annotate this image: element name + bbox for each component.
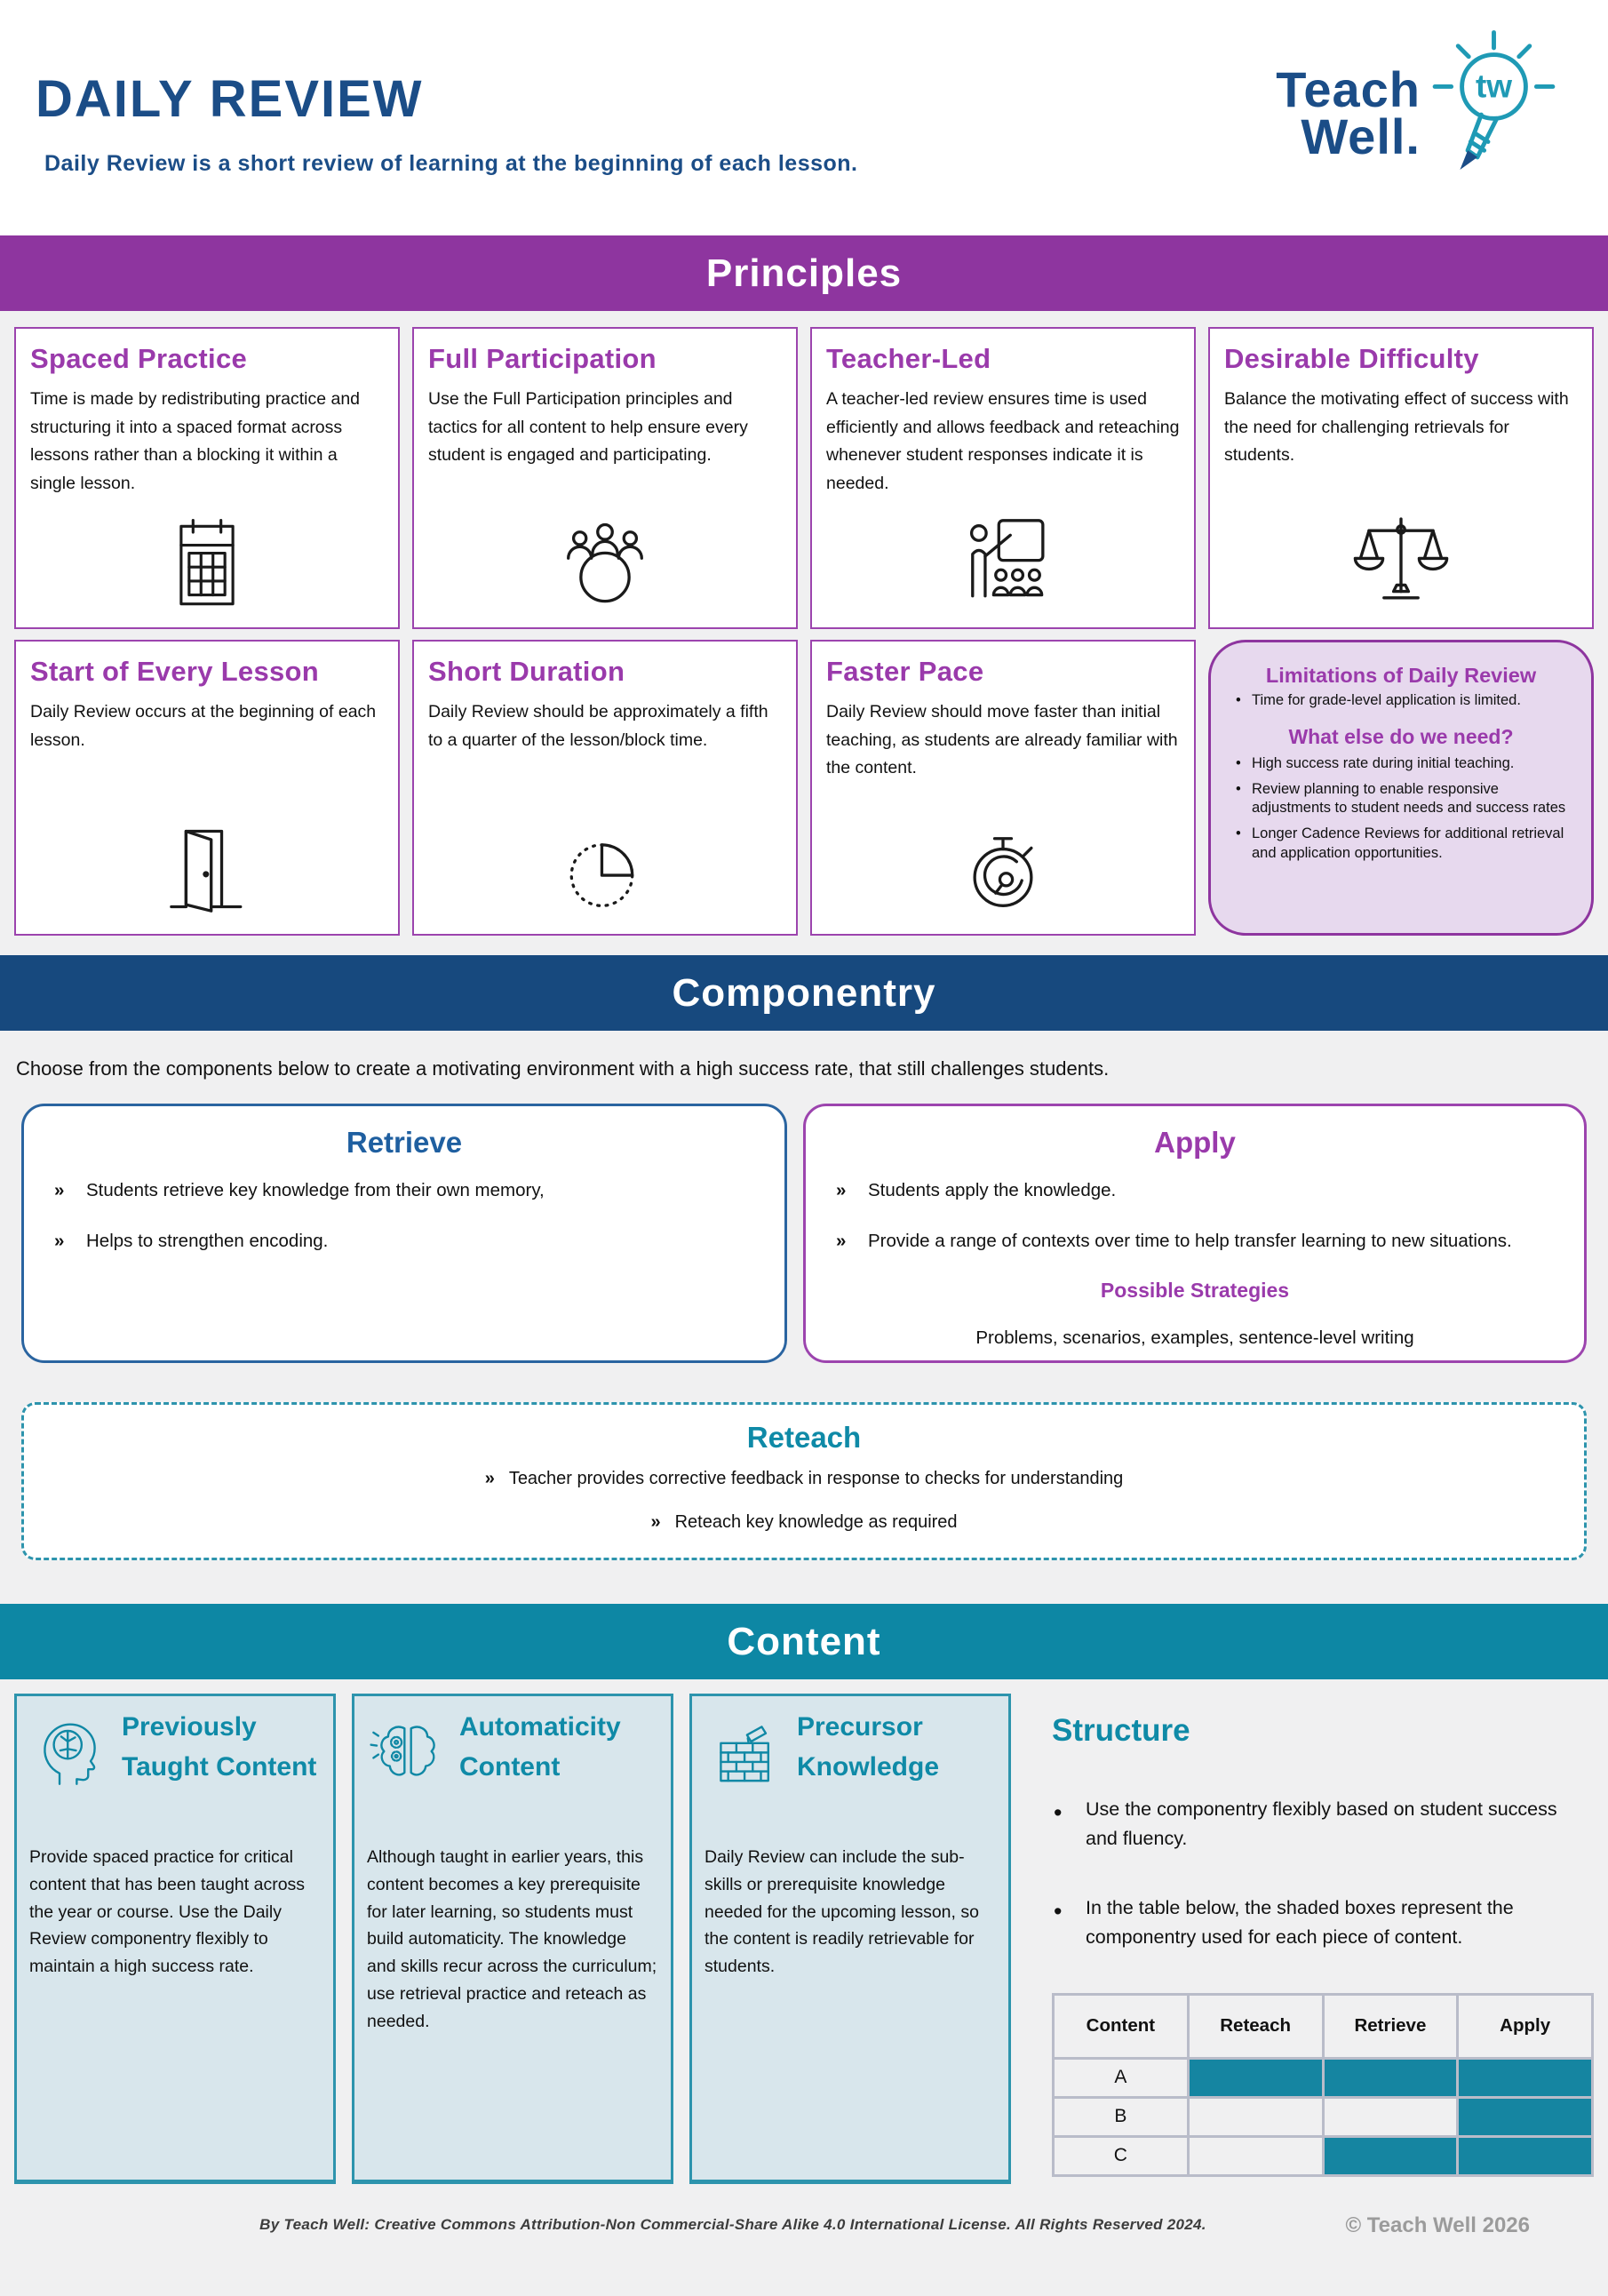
- apply-box: [803, 1104, 1587, 1363]
- principle-card-faster-pace: [810, 640, 1196, 936]
- reteach-item: » Reteach key knowledge as required: [24, 1512, 1584, 1533]
- card-title: Automaticity Content: [459, 1712, 621, 1782]
- table-row: [1054, 2136, 1593, 2175]
- limitations-subtitle: What else do we need?: [1288, 724, 1514, 748]
- limitation-item: • High success rate during initial teaching.: [1230, 754, 1572, 774]
- principles-banner: Principles: [0, 235, 1608, 311]
- card-body: Daily Review should move faster than initial teaching, as students are already familiar with the content.: [826, 702, 1178, 778]
- balance-scales-icon: [1348, 508, 1454, 615]
- card-body: A teacher-led review ensures time is used efficiently and allows feedback and reteaching whenever student responses indicate it is needed.: [826, 389, 1180, 493]
- limitations-list: [1230, 754, 1572, 864]
- structure-item: • Use the componentry flexibly based on student success and fluency.: [1052, 1795, 1594, 1853]
- card-title: Start of Every Lesson: [30, 656, 320, 687]
- group-table-icon: [553, 510, 657, 615]
- page-subtitle: Daily Review is a short review of learning at the beginning of each lesson.: [44, 151, 858, 176]
- retrieve-item: » Helps to strengthen encoding.: [49, 1228, 760, 1256]
- logo-line2: Well.: [1301, 108, 1421, 165]
- table-cell: [1458, 2097, 1593, 2136]
- logo-line1: Teach: [1276, 61, 1421, 117]
- limitations-box: [1208, 640, 1594, 936]
- pie-quarter-icon: [553, 817, 657, 921]
- structure-section: [1027, 1694, 1594, 2177]
- stopwatch-icon: [951, 817, 1055, 921]
- card-body: Balance the motivating effect of success with the need for challenging retrievals for students.: [1224, 389, 1569, 466]
- apply-title: Apply: [1154, 1126, 1236, 1159]
- table-header: Content: [1054, 1994, 1189, 2058]
- retrieve-box: [21, 1104, 787, 1363]
- componentry-banner: Componentry: [0, 955, 1608, 1031]
- card-title: Teacher-Led: [826, 343, 991, 374]
- copyright-text: © Teach Well 2026: [1345, 2213, 1530, 2237]
- card-body: Provide spaced practice for critical content that has been taught across the year or course. Use the Daily Review componentry flexibly to maintain a high success rate.: [29, 1847, 306, 1977]
- possible-strategies-text: Problems, scenarios, examples, sentence-level writing: [975, 1327, 1414, 1348]
- content-banner: Content: [0, 1604, 1608, 1679]
- table-header: Reteach: [1188, 1994, 1323, 2058]
- limitations-title: Limitations of Daily Review: [1265, 664, 1537, 687]
- card-title: Spaced Practice: [30, 343, 248, 374]
- table-cell: [1323, 2136, 1458, 2175]
- apply-item: » Students apply the knowledge.: [831, 1177, 1559, 1205]
- card-body: Use the Full Participation principles and tactics for all content to help ensure every student is engaged and participating.: [428, 389, 748, 466]
- card-title: Precursor Knowledge: [797, 1712, 940, 1782]
- card-title: Faster Pace: [826, 656, 984, 687]
- componentry-boxes: [0, 1104, 1608, 1363]
- table-header-row: [1054, 1994, 1593, 2058]
- limitation-item: • Longer Cadence Reviews for additional retrieval and application opportunities.: [1230, 825, 1572, 864]
- structure-list: [1052, 1795, 1594, 1952]
- table-cell: [1188, 2058, 1323, 2097]
- card-body: Daily Review occurs at the beginning of each lesson.: [30, 702, 377, 750]
- possible-strategies-label: Possible Strategies: [1100, 1278, 1290, 1302]
- principle-card-desirable-difficulty: [1208, 327, 1594, 629]
- table-cell: [1323, 2058, 1458, 2097]
- reteach-item: » Teacher provides corrective feedback in response to checks for understanding: [24, 1469, 1584, 1489]
- principles-row-1: [0, 327, 1608, 629]
- row-label: A: [1054, 2058, 1189, 2097]
- apply-list: [831, 1177, 1559, 1256]
- card-title: Desirable Difficulty: [1224, 343, 1479, 374]
- table-cell: [1458, 2058, 1593, 2097]
- limitation-item: • Time for grade-level application is limited.: [1230, 691, 1572, 711]
- card-title: Short Duration: [428, 656, 625, 687]
- header: [0, 0, 1608, 235]
- principle-card-spaced-practice: [14, 327, 400, 629]
- structure-heading: Structure: [1052, 1713, 1190, 1748]
- page-title: DAILY REVIEW: [36, 70, 424, 128]
- principle-card-teacher-led: [810, 327, 1196, 629]
- table-cell: [1188, 2097, 1323, 2136]
- brick-wall-icon: [704, 1710, 786, 1792]
- logo-text: [1276, 61, 1421, 165]
- brain-gears-icon: [367, 1710, 449, 1792]
- open-door-icon: [155, 817, 259, 921]
- table-row: [1054, 2058, 1593, 2097]
- logo-badge: tw: [1475, 68, 1513, 105]
- card-body: Time is made by redistributing practice and structuring it into a spaced format across lessons rather than a blocking it within a single lesson.: [30, 389, 361, 493]
- card-body: Daily Review should be approximately a fifth to a quarter of the lesson/block time.: [428, 702, 768, 750]
- card-body: Daily Review can include the sub-skills or prerequisite knowledge needed for the upcoming lesson, so the content is readily retrievable for students.: [704, 1847, 979, 1977]
- principle-card-start-of-every-lesson: [14, 640, 400, 936]
- card-title: Full Participation: [428, 343, 657, 374]
- table-row: [1054, 2097, 1593, 2136]
- structure-item: • In the table below, the shaded boxes represent the componentry used for each piece of content.: [1052, 1893, 1594, 1951]
- principle-card-full-participation: [412, 327, 798, 629]
- table-cell: [1323, 2097, 1458, 2136]
- retrieve-item: » Students retrieve key knowledge from their own memory,: [49, 1177, 760, 1205]
- principles-row-2: [0, 640, 1608, 936]
- retrieve-title: Retrieve: [346, 1126, 463, 1159]
- reteach-box: [21, 1402, 1587, 1560]
- table-header: Retrieve: [1323, 1994, 1458, 2058]
- componentry-table: [1052, 1993, 1594, 2177]
- card-body: Although taught in earlier years, this content becomes a key prerequisite for later learning, so students must build automaticity. The knowledge and skills recur across the curriculum; use retrieval practice and reteach as needed.: [367, 1847, 657, 2031]
- license-text: By Teach Well: Creative Commons Attribution-Non Commercial-Share Alike 4.0 International License. All Rights Reserved 2024.: [259, 2216, 1206, 2233]
- limitations-intro-list: [1230, 691, 1572, 711]
- row-label: B: [1054, 2097, 1189, 2136]
- content-card-previously-taught: [14, 1694, 336, 2184]
- reteach-title: Reteach: [746, 1421, 862, 1454]
- content-card-automaticity: [352, 1694, 673, 2184]
- row-label: C: [1054, 2136, 1189, 2175]
- table-cell: [1188, 2136, 1323, 2175]
- teacher-board-icon: [951, 510, 1055, 615]
- principle-card-short-duration: [412, 640, 798, 936]
- content-area: [0, 1679, 1608, 2184]
- lightbulb-pencil-icon: [1421, 27, 1567, 191]
- head-brain-icon: [29, 1710, 111, 1792]
- calendar-icon: [157, 515, 257, 615]
- limitation-item: • Review planning to enable responsive adjustments to student needs and success rates: [1230, 780, 1572, 819]
- table-cell: [1458, 2136, 1593, 2175]
- teachwell-logo: [1276, 27, 1567, 191]
- retrieve-list: [49, 1177, 760, 1256]
- apply-item: » Provide a range of contexts over time to help transfer learning to new situations.: [831, 1228, 1559, 1256]
- table-header: Apply: [1458, 1994, 1593, 2058]
- componentry-intro: Choose from the components below to create a motivating environment with a high success rate, that still challenges students.: [16, 1057, 1110, 1080]
- content-card-precursor-knowledge: [689, 1694, 1011, 2184]
- card-title: Previously Taught Content: [122, 1712, 317, 1782]
- footer: [0, 2213, 1608, 2296]
